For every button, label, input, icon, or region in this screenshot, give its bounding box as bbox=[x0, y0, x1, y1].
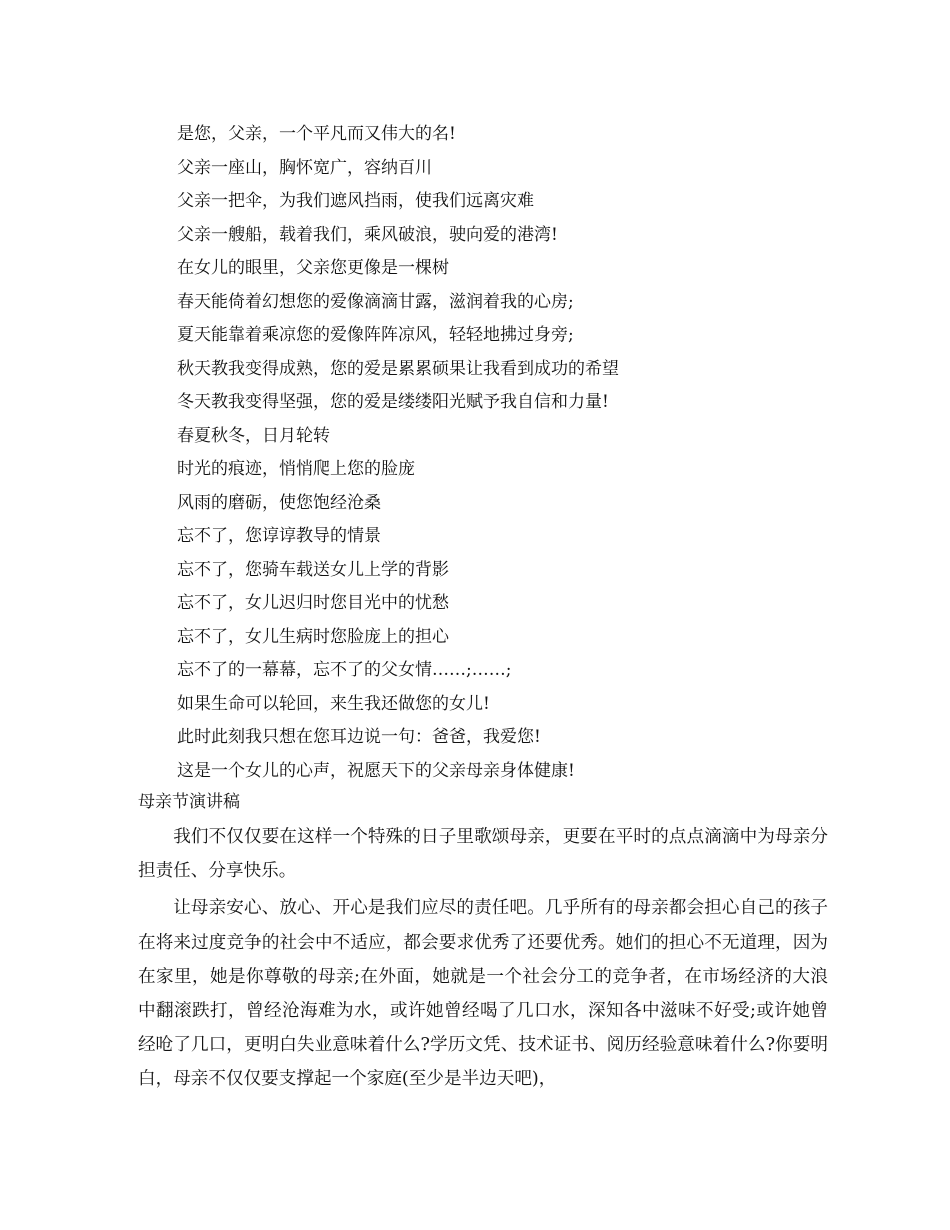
poem-line: 忘不了的一幕幕，忘不了的父女情……;……; bbox=[177, 660, 512, 680]
poem-line: 此时此刻我只想在您耳边说一句：爸爸，我爱您! bbox=[177, 727, 541, 747]
poem-line: 忘不了，女儿迟归时您目光中的忧愁 bbox=[177, 593, 449, 613]
poem-line: 是您，父亲，一个平凡而又伟大的名! bbox=[177, 124, 456, 144]
poem-line: 春夏秋冬，日月轮转 bbox=[177, 425, 330, 446]
paragraph: 我们不仅仅要在这样一个特殊的日子里歌颂母亲，更要在平时的点点滴滴中为母亲分担责任、分享快乐。 bbox=[138, 827, 828, 882]
poem-line: 春天能倚着幻想您的爱像滴滴甘露，滋润着我的心房; bbox=[177, 291, 574, 312]
poem-line: 秋天教我变得成熟，您的爱是累累硕果让我看到成功的希望 bbox=[177, 358, 619, 379]
paragraph: 让母亲安心、放心、开心是我们应尽的责任吧。几乎所有的母亲都会担心自己的孩子在将来过度竞争的社会中不适应，都会要求优秀了还要优秀。她们的担心不无道理，因为在家里，她是你尊敬的母亲;在外面，她就是一个社会分工的竞争者，在市场经济的大浪中翻滚跌打，曾经沧海难为水，或许她曾经喝了几口水，深知各中滋味不好受;或许她曾经呛了几口，更明白失业意味着什么?学历文凭、技术证书、阅历经验意味着什么?你要明白，母亲不仅仅要支撑起一个家庭(至少是半边天吧)， bbox=[138, 898, 828, 1090]
section-title: 母亲节演讲稿 bbox=[138, 792, 240, 812]
poem-line: 父亲一把伞，为我们遮风挡雨，使我们远离灾难 bbox=[177, 191, 534, 211]
poem-line: 冬天教我变得坚强，您的爱是缕缕阳光赋予我自信和力量! bbox=[177, 392, 609, 412]
poem-line: 风雨的磨砺，使您饱经沧桑 bbox=[177, 492, 381, 513]
poem-line: 夏天能靠着乘凉您的爱像阵阵凉风，轻轻地拂过身旁; bbox=[177, 325, 574, 345]
poem-line: 忘不了，女儿生病时您脸庞上的担心 bbox=[177, 626, 449, 647]
poem-line: 忘不了，您骑车载送女儿上学的背影 bbox=[177, 559, 449, 580]
poem-line: 时光的痕迹，悄悄爬上您的脸庞 bbox=[177, 459, 415, 479]
poem-line: 父亲一座山，胸怀宽广，容纳百川 bbox=[177, 157, 432, 178]
poem-line: 这是一个女儿的心声，祝愿天下的父亲母亲身体健康! bbox=[177, 760, 575, 781]
speech-body bbox=[138, 820, 828, 1100]
poem-line: 父亲一艘船，载着我们，乘风破浪，驶向爱的港湾! bbox=[177, 224, 558, 245]
poem bbox=[177, 118, 619, 788]
poem-line: 在女儿的眼里，父亲您更像是一棵树 bbox=[177, 258, 449, 278]
poem-line: 忘不了，您谆谆教导的情景 bbox=[177, 526, 381, 546]
poem-line: 如果生命可以轮回，来生我还做您的女儿! bbox=[177, 693, 490, 714]
